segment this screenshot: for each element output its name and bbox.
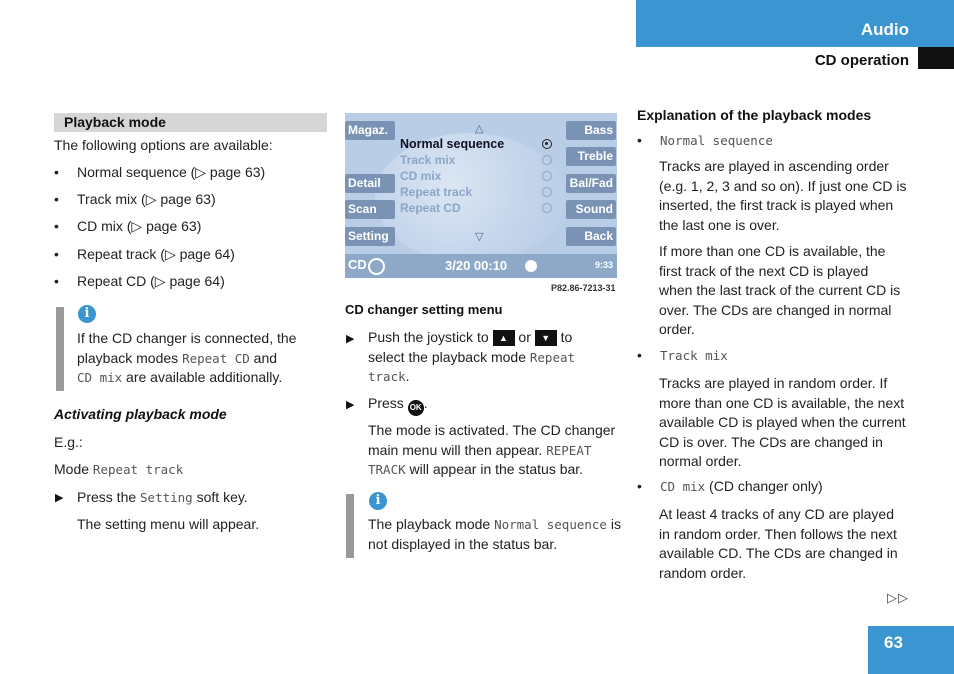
screen-button-sound: Sound — [566, 200, 616, 219]
scroll-up-icon: △ — [475, 123, 484, 135]
mode-example: Mode Repeat track — [54, 461, 184, 477]
record-icon — [525, 260, 537, 272]
screen-button-detail: Detail — [345, 174, 395, 193]
screen-status-bar — [345, 254, 617, 278]
header-marker — [918, 47, 954, 69]
step-joystick: Push the joystick to ▲ or ▼ to select the playback mode Repeat track. — [368, 329, 576, 384]
step-arrow-icon: ▶ — [346, 399, 355, 411]
explanation-heading: Explanation of the playback modes — [637, 107, 872, 123]
step-arrow-icon: ▶ — [346, 333, 355, 345]
screen-button-back: Back — [566, 227, 616, 246]
section-title: Playback mode — [64, 114, 166, 130]
page-number: 63 — [884, 633, 903, 652]
mode-description: Tracks are played in ascending order (e.g. 1, 2, 3 and so on). If just one CD is inserted, the first track is played when the last one is over. — [659, 158, 907, 233]
joystick-up-icon: ▲ — [493, 330, 515, 346]
radio-icon — [542, 171, 552, 181]
screen-button-balfad: Bal/Fad — [566, 174, 616, 193]
screen-button-scan: Scan — [345, 200, 395, 219]
intro-text: The following options are available: — [54, 137, 273, 153]
radio-icon — [542, 187, 552, 197]
step-arrow-icon: ▶ — [55, 492, 64, 504]
page-number-band — [868, 626, 954, 674]
section-bar — [54, 113, 327, 132]
status-cd-label: CD — [348, 257, 367, 272]
radio-selected-icon — [542, 139, 552, 149]
info-bar — [56, 307, 64, 391]
continued-marker: ▷▷ — [887, 590, 909, 605]
info-note-status: The playback mode Normal sequence is not displayed in the status bar. — [368, 516, 621, 552]
screen-button-magaz: Magaz. — [345, 121, 395, 140]
radio-icon — [542, 155, 552, 165]
activation-result: The mode is activated. The CD changer main menu will then appear. REPEAT TRACK will appear in the status bar. — [368, 422, 616, 477]
mode-description: If more than one CD is available, the first track of the next CD is played when the last track of the current CD is over. The CDs are changed in normal order. — [659, 243, 901, 337]
step-press-ok: Press OK . — [368, 394, 428, 416]
setting-result: The setting menu will appear. — [77, 516, 260, 532]
joystick-down-icon: ▼ — [535, 330, 557, 346]
info-icon: i — [78, 305, 96, 323]
screen-button-bass: Bass — [566, 121, 616, 140]
ok-button-icon: OK — [408, 400, 424, 416]
figure-id: P82.86-7213-31 — [551, 283, 616, 293]
screen-button-setting: Setting — [345, 227, 395, 246]
example-label: E.g.: — [54, 434, 83, 450]
status-track-time: 3/20 00:10 — [445, 258, 508, 273]
screen-item-repeat-cd: Repeat CD — [400, 201, 461, 215]
activating-heading: Activating playback mode — [54, 406, 227, 422]
screen-item-repeat-track: Repeat track — [400, 185, 473, 199]
mode-description: At least 4 tracks of any CD are played in random order. Then follows the next available CD. The CDs are changed in random order. — [659, 506, 898, 581]
info-bar — [346, 494, 354, 558]
cd-changer-screen — [345, 113, 617, 278]
info-icon: i — [369, 492, 387, 510]
disc-icon — [368, 258, 385, 275]
info-note: If the CD changer is connected, the playback modes Repeat CD and CD mix are available additionally. — [77, 330, 297, 385]
figure-caption: CD changer setting menu — [345, 302, 503, 317]
screen-item-track-mix: Track mix — [400, 153, 456, 167]
screen-item-normal-sequence: Normal sequence — [400, 137, 505, 151]
radio-icon — [542, 203, 552, 213]
chapter-title: Audio — [860, 20, 909, 39]
section-subtitle: CD operation — [814, 52, 909, 69]
scroll-down-icon: ▽ — [475, 231, 484, 243]
mode-description: Tracks are played in random order. If more than one CD is available, the next available CD is played when the current CD is over. The CDs are changed in normal order. — [659, 375, 906, 469]
screen-item-cd-mix: CD mix — [400, 169, 442, 183]
status-signal: 9:33 — [594, 260, 613, 270]
screen-button-treble: Treble — [566, 147, 616, 166]
press-setting-step: Press the Setting soft key. — [77, 489, 248, 505]
